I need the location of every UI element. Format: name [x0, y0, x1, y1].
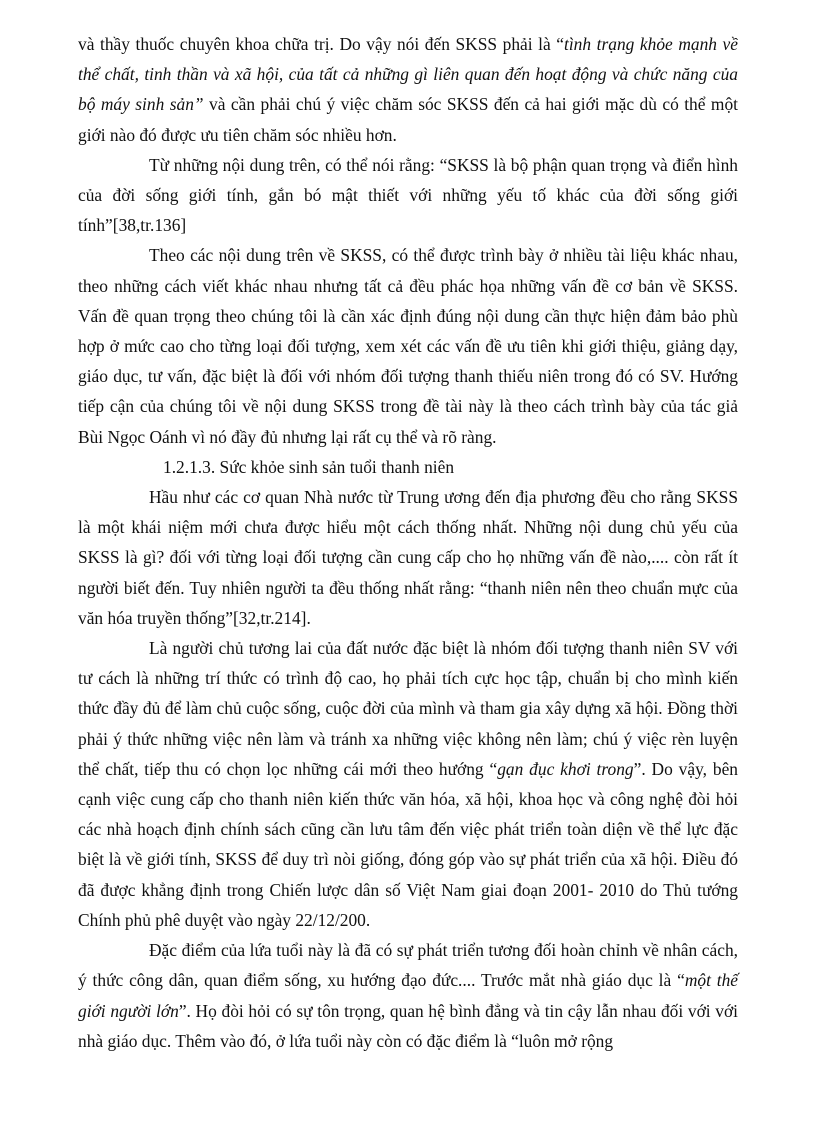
text-run: và cần phải chú ý việc chăm sóc SKSS đến cả hai giới mặc dù có thể một giới nào đó được ưu tiên chăm sóc nhiều hơn. — [78, 94, 738, 145]
paragraph-skss-approach: Theo các nội dung trên về SKSS, có thể được trình bày ở nhiều tài liệu khác nhau, theo những cách viết khác nhau nhưng tất cả đều phác họa những vấn đề cơ bản về SKSS. Vấn đề quan trọng theo chúng tôi là cần xác định đúng nội dung cần thực hiện đảm bảo phù hợp ở mức cao cho từng loại đối tượng, xem xét các vấn đề ưu tiên khi giới thiệu, giảng dạy, giáo dục, tư vấn, đặc biệt là đối với nhóm đối tượng thanh thiếu niên trong đó có SV. Hướng tiếp cận của chúng tôi về nội dung SKSS trong đề tài này là theo cách trình bày của tác giả Bùi Ngọc Oánh vì nó đầy đủ nhưng lại rất cụ thể và rõ ràng. — [78, 245, 738, 447]
paragraph-state-agencies: Hầu như các cơ quan Nhà nước từ Trung ương đến địa phương đều cho rằng SKSS là một khái niệm mới chưa được hiểu một cách thống nhất. Những nội dung chủ yếu của SKSS là gì? đối với từng loại đối tượng cần cung cấp cho họ những vấn đề nào,.... còn rất ít người biết đến. Tuy nhiên người ta đều thống nhất rằng: “thanh niên nên theo chuẩn mực của văn hóa truyền thống”[32,tr.214]. — [78, 487, 738, 628]
italic-definition: tình trạng khỏe mạnh về thể chất, tinh thần và xã hội, của tất cả những gì liên quan đến hoạt động và chức năng của bộ máy sinh sản” — [78, 34, 738, 115]
text-run: ”. Họ đòi hỏi có sự tôn trọng, quan hệ bình đẳng và tin cậy lẫn nhau đối với với nhà giáo dục. Thêm vào đó, ở lứa tuổi này còn có đặc điểm là “luôn mở rộng — [78, 1000, 738, 1051]
section-heading: 1.2.1.3. Sức khỏe sinh sản tuổi thanh niên — [163, 456, 455, 477]
paragraph-intro-continuation — [78, 29, 738, 150]
document-page — [78, 29, 738, 1056]
text-run: ”. Do vậy, bên cạnh việc cung cấp cho thanh niên kiến thức văn hóa, xã hội, khoa học và công nghệ đòi hỏi các nhà hoạch định chính sách cũng cần lưu tâm đến việc phát triển toàn diện về thể lực đặc biệt là về giới tính, SKSS để duy trì nòi giống, đóng góp vào sự phát triển của xã hội. Điều đó đã được khẳng định trong Chiến lược dân số Việt Nam giai đoạn 2001- 2010 do Thủ tướng Chính phủ phê duyệt vào ngày 22/12/200. — [78, 758, 738, 930]
text-run: và thầy thuốc chuyên khoa chữa trị. Do vậy nói đến SKSS phải là “ — [78, 34, 565, 54]
paragraph-skss-definition: Từ những nội dung trên, có thể nói rằng: “SKSS là bộ phận quan trọng và điển hình của đời sống giới tính, gắn bó mật thiết với những yếu tố khác của đời sống giới tính”[38,tr.136] — [78, 154, 738, 236]
italic-phrase: một thế giới người lớn — [78, 970, 739, 1021]
text-run: Là người chủ tương lai của đất nước đặc biệt là nhóm đối tượng thanh niên SV với tư cách là những trí thức có trình độ cao, họ phải tích cực học tập, chuẩn bị cho mình kiến thức đầy đủ để làm chủ cuộc sống, cuộc đời của mình và tham gia xây dựng xã hội. Đồng thời phải ý thức những việc nên làm và tránh xa những việc không nên làm; chú ý việc rèn luyện thể chất, tiếp thu có chọn lọc những cái mới theo hướng “ — [78, 638, 738, 779]
text-run: Đặc điểm của lứa tuổi này là đã có sự phát triển tương đối hoàn chỉnh về nhân cách, ý thức công dân, quan điểm sống, xu hướng đạo đức.... Trước mắt nhà giáo dục là “ — [78, 940, 738, 991]
paragraph-age-characteristics — [78, 935, 738, 1056]
italic-idiom: gạn đục khơi trong — [497, 758, 634, 779]
paragraph-student-youth — [78, 633, 738, 935]
